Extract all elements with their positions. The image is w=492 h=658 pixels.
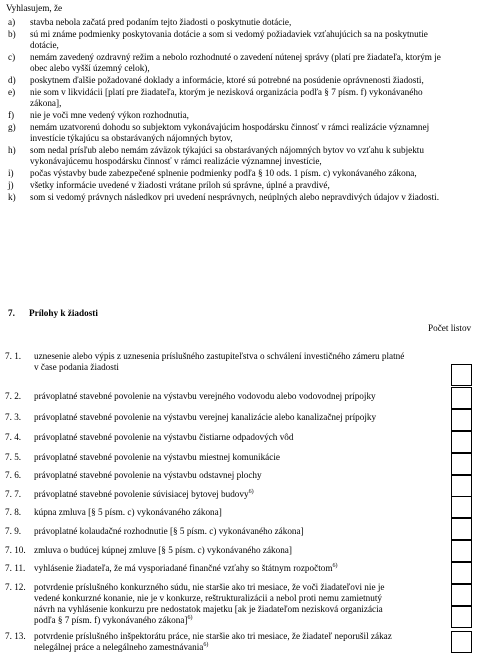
declaration-letter: a) [8,17,16,27]
attachment-text-main: vyhlásenie žiadateľa, že má vysporiadané finančné vzťahy so štátnym rozpočtom [34,563,333,573]
declaration-letter: c) [8,52,16,62]
footnote-marker: 6) [332,562,338,569]
declaration-text: dotácie, [30,40,59,50]
declaration-text: stavba nebola začatá pred podaním tejto žiadosti o poskytnutie dotácie, [30,17,292,27]
footnote-marker: 6) [187,614,193,621]
declaration-text: nemám zavedený ozdravný režim a nebolo rozhodnuté o zavedení nútenej správy (platí pre žiadateľa, ktorým je [30,52,441,62]
declaration-text: investície týkajúcu sa obstarávaných nájomných bytov, [30,133,233,143]
page-count-input[interactable] [451,518,472,540]
section-title: Prílohy k žiadosti [29,308,98,318]
attachment-text: potvrdenie príslušného konkurzného súdu, nie staršie ako tri mesiace, že voči žiadateľovi nie je [34,582,385,592]
declaration-text: nie je voči mne vedený výkon rozhodnutia, [30,110,189,120]
attachment-number: 7. 1. [5,351,22,361]
declaration-text: sú mi známe podmienky poskytovania dotácie a som si vedomý požiadaviek vzťahujúcich sa na poskytnutie [30,29,428,39]
intro-text: Vyhlasujem, že [6,3,63,13]
attachment-number: 7. 7. [5,489,22,499]
declaration-text: som si vedomý právnych následkov pri uvedení nesprávnych, neúplných alebo nepravdivých údajov v žiadosti. [30,192,439,202]
attachment-number: 7. 12. [5,582,26,592]
page-count-input[interactable] [451,364,472,386]
attachment-text: zmluva o budúcej kúpnej zmluve [§ 5 písm. c) vykonávaného zákona] [34,545,292,555]
declaration-text: nemám uzatvorenú dohodu so subjektom vykonávajúcim hospodársku činnosť v rámci realizácie významnej [30,122,430,132]
section-number: 7. [8,308,15,318]
declaration-text: vykonávajúcemu hospodársku činnosť v rámci realizácie významnej investície, [30,156,322,166]
attachment-text: právoplatné stavebné povolenie na výstavbu verejnej kanalizácie alebo kanalizačnej prípojky [34,412,377,422]
page-count-input[interactable] [451,631,472,653]
attachment-number: 7. 3. [5,412,22,422]
declaration-letter: h) [8,145,16,155]
attachment-text: právoplatné stavebné povolenie na výstavbu odstavnej plochy [34,470,262,480]
declaration-letter: f) [8,110,15,120]
page-count-input[interactable] [451,606,472,628]
page-count-input[interactable] [451,496,472,518]
attachment-text [34,563,337,574]
page-count-input[interactable] [451,540,472,562]
attachment-text: vedené konkurzné konanie, nie je v konkurze, reštrukturalizácii a nebol proti nemu zamietnutý [34,593,382,603]
attachment-text-main: nelegálnej práce a nelegálneho zamestnávania [34,642,204,652]
count-column-header: Počet listov [428,323,472,333]
page-count-input[interactable] [451,387,472,409]
declaration-text: nie som v likvidácii [platí pre žiadateľa, ktorým je nezisková organizácia podľa § 7 písm. f) vykonávaného [30,87,423,97]
declaration-letter: g) [8,122,16,132]
page-count-input[interactable] [451,562,472,584]
attachment-text: právoplatné stavebné povolenie na výstavbu miestnej komunikácie [34,452,280,462]
attachment-number: 7. 2. [5,391,22,401]
attachment-text: potvrdenie príslušného inšpektorátu práce, nie staršie ako tri mesiace, že žiadateľ neporušil zákaz [34,631,392,641]
footnote-marker: 6) [248,488,254,495]
footnote-marker: 6) [203,641,209,648]
attachment-number: 7. 5. [5,452,22,462]
page-count-input[interactable] [451,453,472,475]
page-count-input[interactable] [451,584,472,606]
attachment-text: kúpna zmluva [§ 5 písm. c) vykonávaného zákona] [34,507,222,517]
declaration-text: zákona], [30,98,62,108]
attachment-text: uznesenie alebo výpis z uznesenia príslušného zastupiteľstva o schválení investičného zámeru platné [34,351,405,361]
attachment-number: 7. 9. [5,526,22,536]
declaration-text: obec alebo vyšší územný celok), [30,63,150,73]
attachment-text: právoplatné kolaudačné rozhodnutie [§ 5 písm. c) vykonávaného zákona] [34,526,304,536]
attachment-text: návrh na vyhlásenie konkurzu pre nedostatok majetku [ak je žiadateľom nezisková organizácia [34,604,383,614]
declaration-text: všetky informácie uvedené v žiadosti vrátane príloh sú správne, úplné a pravdivé, [30,180,330,190]
declaration-text: počas výstavby bude zabezpečené splnenie podmienky podľa § 10 ods. 1 písm. c) vykonávaného zákona, [30,168,417,178]
declaration-letter: e) [8,87,16,97]
attachment-text [34,642,208,653]
attachment-text-main: podľa § 7 písm. f) vykonávaného zákona] [34,615,188,625]
declaration-letter: j) [8,180,14,190]
attachment-number: 7. 11. [5,563,26,573]
attachment-text [34,489,254,500]
attachment-text: v čase podania žiadosti [34,362,119,372]
page-count-input[interactable] [451,431,472,453]
page-count-input[interactable] [451,409,472,431]
page-count-input[interactable] [451,475,472,497]
attachment-number: 7. 8. [5,507,22,517]
attachment-text [34,615,193,626]
attachment-number: 7. 10. [5,545,26,555]
attachment-text: právoplatné stavebné povolenie na výstavbu čistiarne odpadových vôd [34,432,294,442]
attachment-number: 7. 4. [5,432,22,442]
declaration-letter: i) [8,168,14,178]
declaration-text: som nedal prísľub alebo nemám záväzok týkajúci sa obstarávaných nájomných bytov vo vzťahu k subjektu [30,145,424,155]
declaration-text: poskytnem ďalšie požadované doklady a informácie, ktoré sú potrebné na posúdenie oprávnenosti žiadosti, [30,75,424,85]
attachment-number: 7. 6. [5,470,22,480]
attachment-text: právoplatné stavebné povolenie na výstavbu verejného vodovodu alebo vodovodnej prípojky [34,391,376,401]
attachment-number: 7. 13. [5,631,26,641]
attachment-text-main: právoplatné stavebné povolenie súvisiacej bytovej budovy [34,489,249,499]
declaration-letter: b) [8,29,16,39]
declaration-letter: d) [8,75,16,85]
declaration-letter: k) [8,192,16,202]
